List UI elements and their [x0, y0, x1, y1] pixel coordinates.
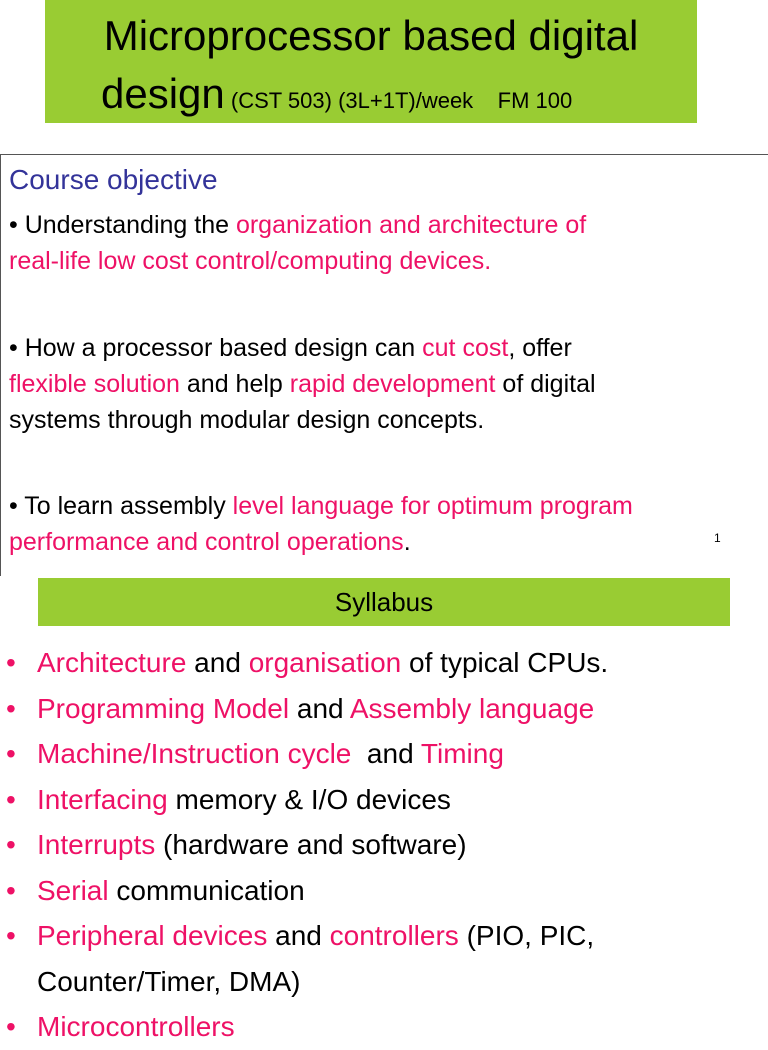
- syllabus-item: [0, 686, 768, 732]
- objective-line: [9, 524, 633, 560]
- slide-page-number: 1: [714, 531, 721, 545]
- highlighted-text: real-life low cost control/computing devices.: [9, 247, 492, 275]
- text-run: and: [267, 920, 330, 951]
- highlighted-text: Serial: [37, 874, 109, 906]
- bullet-icon: •: [6, 1011, 16, 1042]
- highlighted-text: Programming Model: [37, 692, 290, 724]
- text-run: of typical CPUs.: [401, 647, 609, 678]
- objective-line: [9, 402, 596, 438]
- bullet-icon: •: [6, 920, 16, 951]
- highlighted-text: Interfacing: [37, 783, 168, 815]
- syllabus-item: [0, 1004, 768, 1050]
- highlighted-text: Architecture: [37, 647, 187, 678]
- highlighted-text: cut cost: [422, 334, 509, 362]
- bullet-icon: •: [6, 692, 16, 724]
- objective-paragraph: [9, 330, 596, 438]
- syllabus-item: [0, 959, 768, 1005]
- slide-title-banner: [45, 0, 697, 123]
- text-run: and: [289, 692, 350, 724]
- highlighted-text: organisation: [248, 647, 402, 678]
- highlighted-text: Timing: [420, 738, 504, 769]
- syllabus-list: [0, 640, 768, 1050]
- bullet-icon: •: [6, 783, 16, 815]
- bullet-icon: •: [6, 829, 16, 860]
- syllabus-item: [0, 868, 768, 914]
- objective-line: [9, 243, 586, 279]
- text-run: memory & I/O devices: [167, 783, 451, 815]
- syllabus-item: [0, 822, 768, 868]
- bullet-icon: •: [6, 647, 16, 678]
- highlighted-text: level language for optimum program: [232, 492, 633, 520]
- course-objective-slide: [0, 154, 768, 576]
- highlighted-text: Microcontrollers: [37, 1011, 235, 1042]
- text-run: • Understanding the: [9, 211, 236, 239]
- highlighted-text: Assembly language: [349, 692, 595, 724]
- text-run: • To learn assembly: [9, 492, 233, 520]
- slide-title-line-2: [101, 70, 572, 125]
- objective-line: [9, 207, 586, 243]
- highlighted-text: Interrupts: [37, 829, 156, 860]
- text-run: • How a processor based design can: [9, 334, 423, 362]
- highlighted-text: organization and architecture of: [235, 211, 587, 239]
- text-run: Counter/Timer, DMA): [37, 965, 301, 997]
- text-run: (hardware and software): [155, 829, 467, 860]
- highlighted-text: performance and control operations: [9, 528, 404, 556]
- text-run: of digital: [495, 370, 596, 398]
- bullet-icon: •: [6, 874, 16, 906]
- objective-line: [9, 366, 596, 402]
- objective-line: [9, 330, 596, 366]
- course-objective-heading: Course objective: [9, 164, 218, 195]
- syllabus-item: [0, 731, 768, 777]
- highlighted-text: Peripheral devices: [37, 920, 268, 951]
- highlighted-text: rapid development: [289, 370, 496, 398]
- syllabus-item: [0, 777, 768, 823]
- slide-title-line-1: Microprocessor based digital: [103, 12, 639, 59]
- highlighted-text: controllers: [329, 920, 459, 951]
- text-run: and: [186, 647, 249, 678]
- highlighted-text: Machine/Instruction cycle: [37, 738, 352, 769]
- syllabus-heading: Syllabus: [334, 587, 434, 617]
- course-code-and-marks: (CST 503) (3L+1T)/week FM 100: [224, 88, 573, 113]
- objective-line: [9, 488, 633, 524]
- text-run: (PIO, PIC,: [458, 920, 595, 951]
- text-run: communication: [108, 874, 305, 906]
- bullet-icon: •: [6, 738, 16, 769]
- slide-title-main-word: design: [101, 70, 225, 117]
- objective-paragraph: [9, 488, 633, 560]
- syllabus-heading-banner: [38, 578, 730, 626]
- text-run: , offer: [508, 334, 572, 362]
- text-run: systems through modular design concepts.: [9, 406, 485, 434]
- text-run: .: [403, 528, 411, 556]
- objective-paragraph: [9, 207, 586, 279]
- text-run: and help: [179, 370, 290, 398]
- syllabus-item: [0, 640, 768, 686]
- text-run: and: [351, 738, 421, 769]
- highlighted-text: flexible solution: [9, 370, 180, 398]
- syllabus-item: [0, 913, 768, 959]
